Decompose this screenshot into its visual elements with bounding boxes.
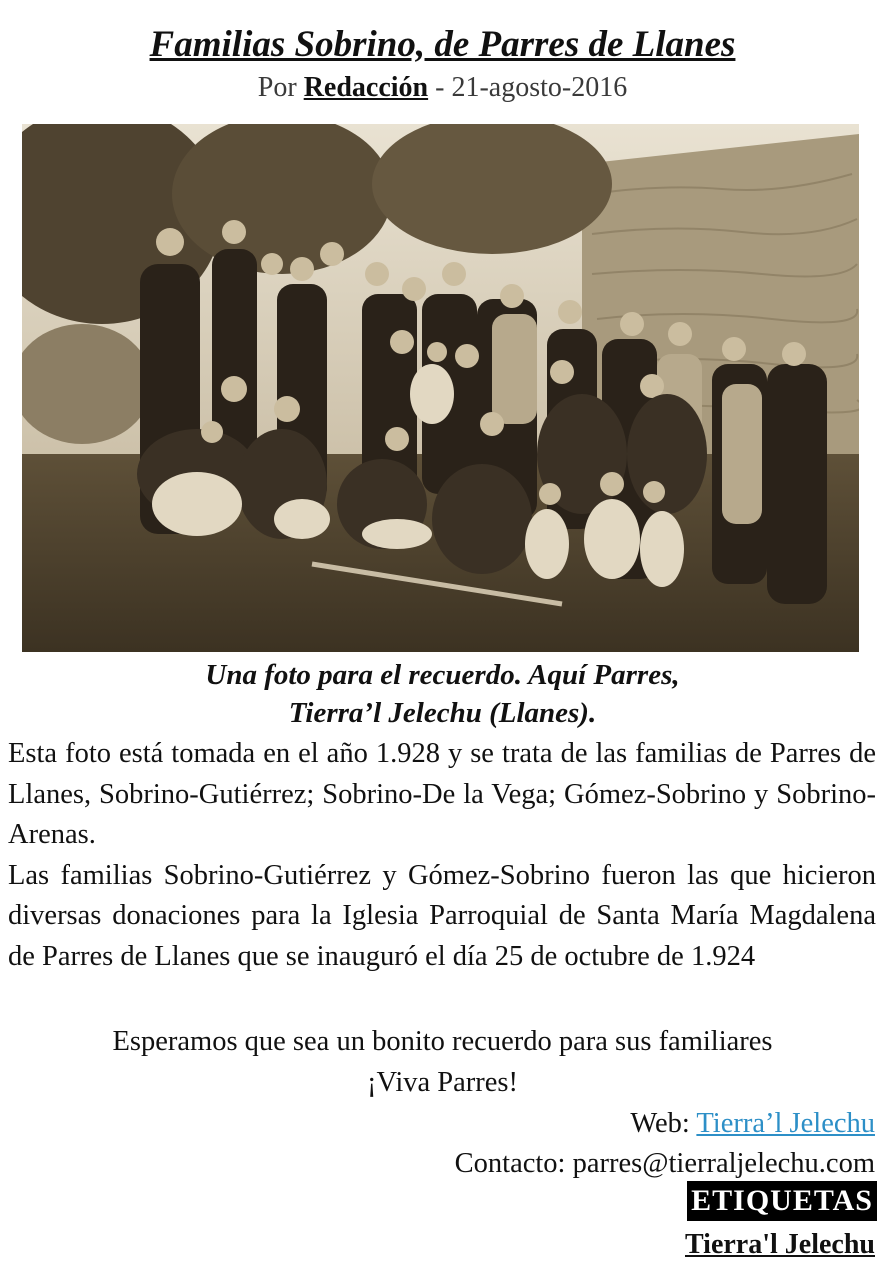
web-label: Web: xyxy=(630,1108,697,1139)
body-paragraph-2: Las familias Sobrino-Gutiérrez y Gómez-Sobrino fueron las que hicieron diversas donaciones para la Iglesia Parroquial de Santa María Magdalena de Parres de Llanes que se inauguró el día 25 de octubre de 1.924 xyxy=(8,859,876,972)
date-separator: - xyxy=(428,72,452,103)
byline xyxy=(0,70,885,106)
family-photo xyxy=(22,124,859,652)
body-paragraph-1: Esta foto está tomada en el año 1.928 y se trata de las familias de Parres de Llanes, Sobrino-Gutiérrez; Sobrino-De la Vega; Gómez-Sobrino y Sobrino-Arenas. xyxy=(8,738,876,850)
photo-caption xyxy=(0,656,885,732)
tag-link[interactable]: Tierra'l Jelechu xyxy=(685,1229,875,1260)
web-line xyxy=(630,1104,875,1144)
contact-line xyxy=(455,1144,875,1184)
closing-line: Esperamos que sea un bonito recuerdo para sus familiares xyxy=(112,1026,773,1057)
caption-line-1: Una foto para el recuerdo. Aquí Parres, xyxy=(205,659,680,691)
article-title: Familias Sobrino, de Parres de Llanes xyxy=(149,24,736,65)
cheer-line: ¡Viva Parres! xyxy=(366,1067,519,1098)
caption-line-2: Tierra’l Jelechu (Llanes). xyxy=(288,697,597,729)
byline-prefix: Por xyxy=(257,72,297,103)
article-body xyxy=(8,734,876,977)
contact-email[interactable]: parres@tierraljelechu.com xyxy=(572,1148,875,1179)
web-link[interactable]: Tierra’l Jelechu xyxy=(696,1108,875,1139)
article-date: 21-agosto-2016 xyxy=(451,72,628,103)
author-link[interactable]: Redacción xyxy=(303,72,429,103)
contact-label: Contacto: xyxy=(454,1148,573,1179)
family-photo-illustration xyxy=(22,124,859,652)
tags-heading: ETIQUETAS xyxy=(687,1181,877,1221)
